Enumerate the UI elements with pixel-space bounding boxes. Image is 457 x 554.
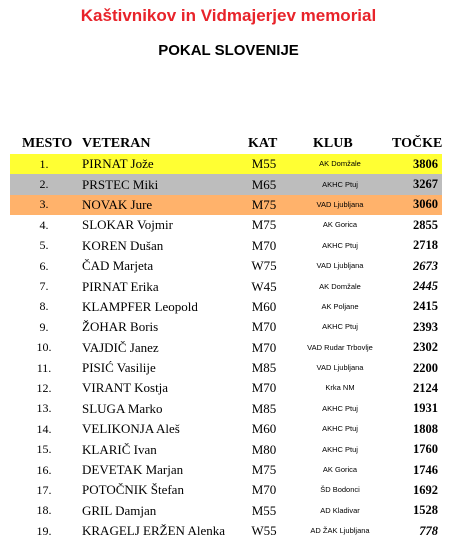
category-cell: M75 xyxy=(251,217,277,233)
page-subtitle: POKAL SLOVENIJE xyxy=(158,42,299,59)
table-row xyxy=(10,419,442,439)
points-cell: 1808 xyxy=(413,421,438,436)
place-cell: 5. xyxy=(39,238,49,253)
place-cell: 15. xyxy=(36,442,52,457)
category-cell: W55 xyxy=(251,523,277,539)
name-cell: PISIĆ Vasilije xyxy=(82,360,156,376)
table-row xyxy=(10,154,442,174)
category-cell: M75 xyxy=(251,462,277,478)
place-cell: 14. xyxy=(36,421,52,436)
table-row xyxy=(10,215,442,235)
club-cell: AK Gorica xyxy=(322,465,358,475)
place-cell: 11. xyxy=(36,360,52,375)
points-cell: 778 xyxy=(419,523,438,538)
club-cell: AKHC Ptuj xyxy=(322,444,358,454)
points-cell: 2855 xyxy=(413,217,438,232)
name-cell: ČAD Marjeta xyxy=(82,258,154,274)
place-cell: 8. xyxy=(39,299,49,314)
points-cell: 2718 xyxy=(413,238,438,253)
points-cell: 1692 xyxy=(413,482,438,497)
category-cell: M70 xyxy=(251,319,277,335)
table-row xyxy=(10,195,442,215)
table-row xyxy=(10,338,442,358)
category-cell: M85 xyxy=(251,400,277,416)
club-cell: AKHC Ptuj xyxy=(322,322,358,332)
place-cell: 18. xyxy=(36,503,52,518)
points-cell: 1931 xyxy=(413,401,438,416)
points-cell: 2393 xyxy=(413,319,438,334)
place-cell: 4. xyxy=(39,217,49,232)
category-cell: M80 xyxy=(251,441,277,457)
place-cell: 19. xyxy=(36,523,52,538)
club-cell: AKHC Ptuj xyxy=(322,403,358,413)
club-cell: AKHC Ptuj xyxy=(322,424,358,434)
table-row xyxy=(10,174,442,194)
column-header-club: KLUB xyxy=(313,136,353,151)
category-cell: M70 xyxy=(251,380,277,396)
points-cell: 2415 xyxy=(413,299,438,314)
name-cell: VIRANT Kostja xyxy=(82,380,169,396)
name-cell: KOREN Dušan xyxy=(82,237,164,253)
place-cell: 13. xyxy=(36,401,52,416)
points-cell: 1528 xyxy=(413,503,438,518)
name-cell: POTOČNIK Štefan xyxy=(82,482,184,498)
table-row xyxy=(10,236,442,256)
column-header-name: VETERAN xyxy=(82,136,151,151)
club-cell: VAD Ljubljana xyxy=(316,363,364,373)
place-cell: 12. xyxy=(36,380,52,395)
table-row xyxy=(10,378,442,398)
table-row xyxy=(10,399,442,419)
name-cell: PRSTEC Miki xyxy=(82,176,159,192)
name-cell: SLOKAR Vojmir xyxy=(82,217,173,233)
column-header-points: TOČKE xyxy=(392,136,443,151)
club-cell: AK Domžale xyxy=(319,281,361,291)
place-cell: 9. xyxy=(39,319,49,334)
place-cell: 7. xyxy=(39,279,49,294)
points-cell: 2200 xyxy=(413,360,438,375)
name-cell: VELIKONJA Aleš xyxy=(82,421,180,437)
category-cell: M75 xyxy=(251,196,277,212)
category-cell: M85 xyxy=(251,360,277,376)
table-row xyxy=(10,297,442,317)
column-header-place: MESTO xyxy=(22,136,73,151)
category-cell: M60 xyxy=(251,298,277,314)
place-cell: 17. xyxy=(36,482,52,497)
name-cell: SLUGA Marko xyxy=(82,400,163,416)
category-cell: M55 xyxy=(251,502,277,518)
place-cell: 1. xyxy=(39,156,49,171)
page-title: Kaštivnikov in Vidmajerjev memorial xyxy=(80,6,377,25)
club-cell: AKHC Ptuj xyxy=(322,240,358,250)
name-cell: ŽOHAR Boris xyxy=(82,319,159,335)
table-row xyxy=(10,276,442,296)
name-cell: PIRNAT Erika xyxy=(82,278,159,294)
table-row xyxy=(10,521,442,541)
table-row xyxy=(10,317,442,337)
place-cell: 6. xyxy=(39,258,49,273)
category-cell: M70 xyxy=(251,237,277,253)
category-cell: M65 xyxy=(251,176,277,192)
table-row xyxy=(10,460,442,480)
table-row xyxy=(10,358,442,378)
place-cell: 2. xyxy=(39,177,49,192)
points-cell: 1746 xyxy=(413,462,438,477)
points-cell: 2302 xyxy=(413,340,438,355)
points-cell: 2673 xyxy=(413,258,438,273)
place-cell: 10. xyxy=(36,340,52,355)
table-row xyxy=(10,501,442,521)
points-cell: 1760 xyxy=(413,442,438,457)
table-row xyxy=(10,480,442,500)
club-cell: Krka NM xyxy=(325,383,355,393)
points-cell: 3806 xyxy=(413,156,438,171)
category-cell: W75 xyxy=(251,258,277,274)
name-cell: NOVAK Jure xyxy=(82,196,153,212)
category-cell: M70 xyxy=(251,482,277,498)
club-cell: AD ŽAK Ljubljana xyxy=(310,526,370,536)
club-cell: AK Poljane xyxy=(321,301,359,311)
points-cell: 2445 xyxy=(413,279,438,294)
club-cell: AKHC Ptuj xyxy=(322,179,358,189)
name-cell: PIRNAT Jože xyxy=(82,156,154,172)
column-header-category: KAT xyxy=(248,136,278,151)
club-cell: AK Domžale xyxy=(319,159,361,169)
club-cell: AD Kladivar xyxy=(320,505,360,515)
name-cell: GRIL Damjan xyxy=(82,502,157,518)
name-cell: VAJDIČ Janez xyxy=(82,339,159,355)
points-cell: 3267 xyxy=(413,177,438,192)
club-cell: VAD Ljubljana xyxy=(316,199,364,209)
name-cell: DEVETAK Marjan xyxy=(82,462,184,478)
place-cell: 3. xyxy=(39,197,49,212)
name-cell: KLAMPFER Leopold xyxy=(82,298,198,314)
name-cell: KLARIČ Ivan xyxy=(82,441,157,457)
points-cell: 2124 xyxy=(413,380,438,395)
club-cell: VAD Rudar Trbovlje xyxy=(307,342,373,352)
table-row xyxy=(10,256,442,276)
results-table xyxy=(10,154,442,541)
category-cell: M70 xyxy=(251,339,277,355)
category-cell: M60 xyxy=(251,421,277,437)
club-cell: ŠD Bodonci xyxy=(320,485,360,495)
club-cell: VAD Ljubljana xyxy=(316,261,364,271)
table-row xyxy=(10,439,442,459)
club-cell: AK Gorica xyxy=(322,220,358,230)
category-cell: W45 xyxy=(251,278,277,294)
points-cell: 3060 xyxy=(413,197,438,212)
name-cell: KRAGELJ ERŽEN Alenka xyxy=(82,523,225,539)
place-cell: 16. xyxy=(36,462,52,477)
category-cell: M55 xyxy=(251,156,277,172)
